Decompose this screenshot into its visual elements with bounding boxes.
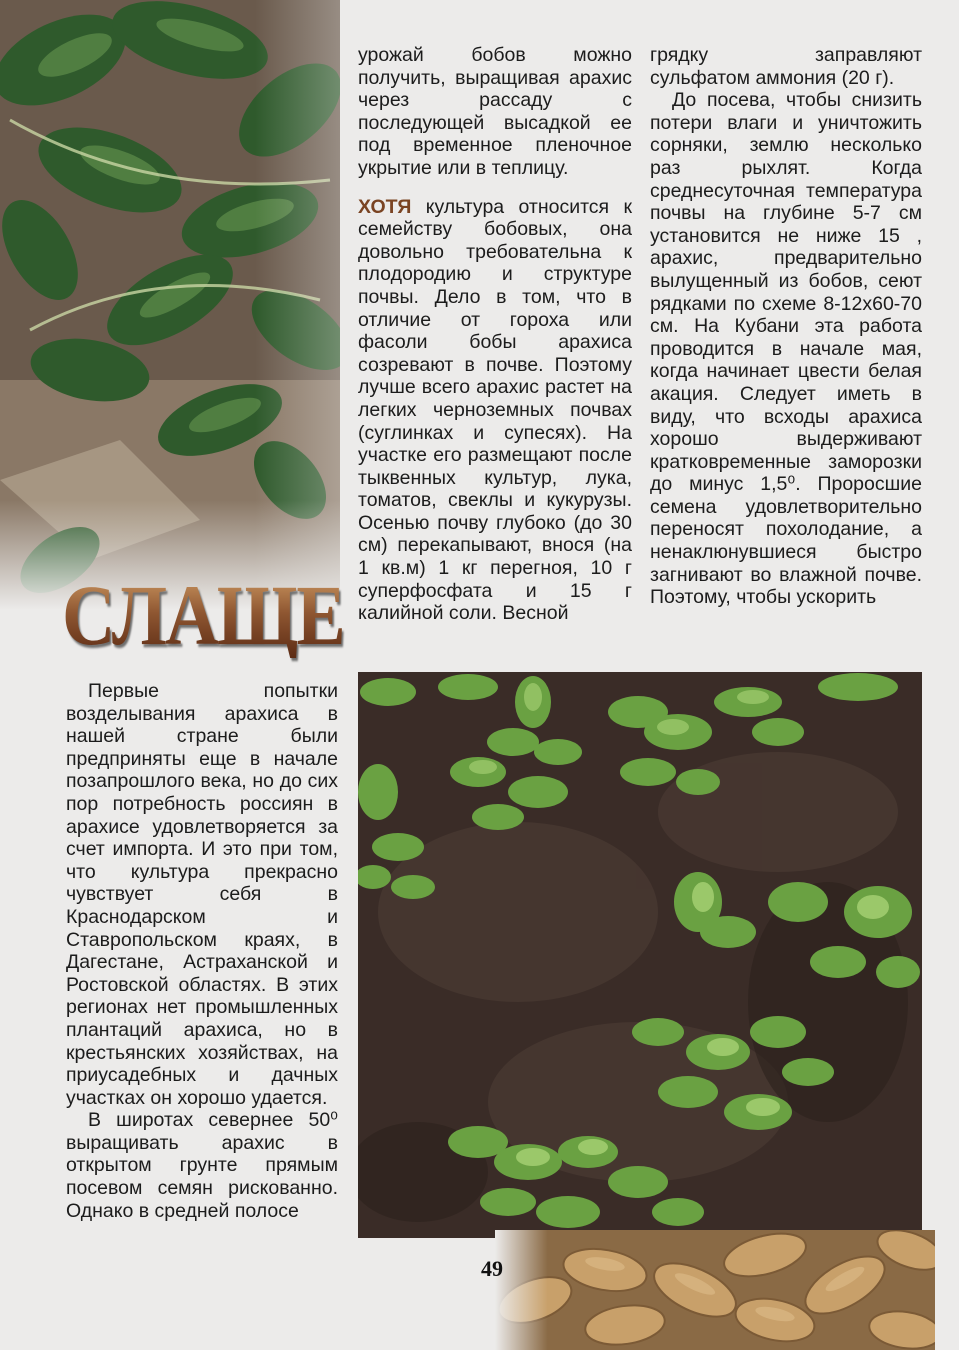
paragraph-text: культура относится к семейству бобовых, она довольно требовательна к плодородию и структуре почвы. Дело в том, что в отличие от гороха или фасоли бобы арахиса созревают в почве. Поэтому лучше всего арахис растет на легких черноземных почвах (суглинках и супесях). На участке его размещают после тыквенных культур, лука, томатов, свеклы и кукурузы. Осенью почву глубоко (до 30 см) перекапывают, внося (на 1 кв.м) 1 кг перегноя, 10 г суперфосфата и 15 г калийной соли. Весной (358, 195, 632, 625)
paragraph: грядку заправляют сульфатом аммония (20 г). (650, 44, 922, 89)
text-column-right (650, 44, 922, 609)
peanuts-photo (495, 1230, 935, 1350)
text-column-left (66, 680, 338, 1222)
paragraph: До посева, чтобы снизить потери влаги и уничтожить сорняки, землю несколько раз рыхлят. Когда среднесуточная температура почвы на глубине 5-7 см установится не ниже 15 , арахис, предварительно вылущенный из бобов, сеют рядками по схеме 8-12х60-70 см. На Кубани эта работа проводится в начале мая, когда начинает цвести белая акация. Следует иметь в виду, что всходы арахиса хорошо выдерживают кратковременные заморозки до минус 1,5⁰. Проросшие семена удовлетворительно переносят похолодание, а ненаклюнувшиеся быстро загнивают во влажной почве. Поэтому, чтобы ускорить (650, 89, 922, 609)
paragraph: урожай бобов можно получить, выращивая арахис через рассаду с последующей высадкой ее под временное пленочное укрытие или в теплицу. (358, 44, 632, 179)
paragraph: Первые попытки возделывания арахиса в нашей стране были предприняты еще в начале позапрошлого века, но до сих пор потребность россиян в арахисе удовлетворяется за счет импорта. И это при том, что культура прекрасно чувствует себя в Краснодарском и Ставропольском краях, в Дагестане, Астраханской и Ростовской областях. В этих регионах нет промышленных плантаций арахиса, но в крестьянских хозяйствах, на приусадебных и дачных участках он хорошо удается. (66, 680, 338, 1109)
paragraph: В широтах севернее 50⁰ выращивать арахис в открытом грунте прямым посевом семян рискованно. Однако в средней полосе (66, 1109, 338, 1222)
peanuts-image (495, 1230, 935, 1350)
peanut-leaves-photo (0, 0, 340, 610)
peanut-seedlings-image (358, 672, 922, 1238)
page-number: 49 (481, 1256, 503, 1281)
text-column-middle (358, 44, 632, 625)
paragraph (358, 196, 632, 625)
article-headline: СЛАЩЕ (62, 567, 345, 663)
lead-word: ХОТЯ (358, 195, 412, 218)
peanut-seedlings-photo (358, 672, 922, 1238)
peanut-leaves-image (0, 0, 340, 610)
